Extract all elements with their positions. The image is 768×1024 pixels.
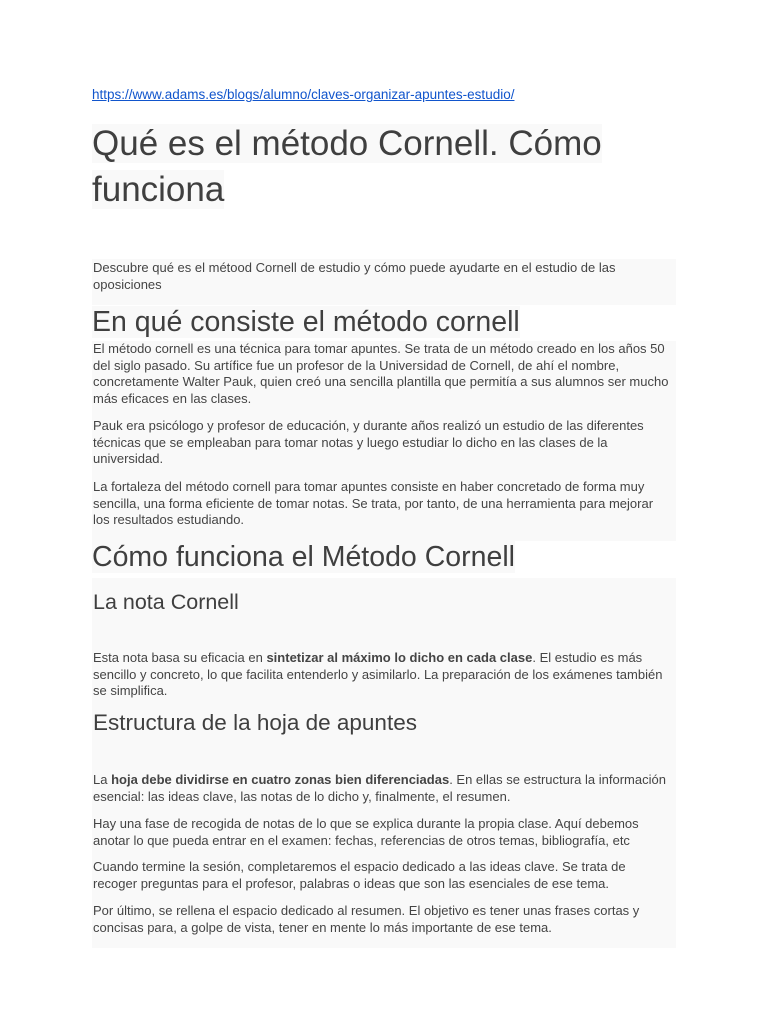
text-run: La [93,772,112,787]
section-consiste-body [92,341,676,541]
paragraph [93,650,672,700]
section-heading-consiste [92,305,520,339]
paragraph: Por último, se rellena el espacio dedicado al resumen. El objetivo es tener unas frases cortas y concisas para, a golpe de vista, tener en mente lo más importante de ese tema. [93,903,640,935]
text-run: . El estudio es más sencillo y concreto, lo que facilita entenderlo y asimilarlo. La preparación de los exámenes también se simplifica. [93,650,663,699]
section-heading-consiste-text: En qué consiste el método cornell [92,306,520,338]
section-funciona-body [92,578,676,948]
paragraph: Pauk era psicólogo y profesor de educación, y durante años realizó un estudio de las diferentes técnicas que se empleaban para tomar notas y luego estudiar lo dicho en las clases de la universidad. [93,418,644,467]
subheading-nota-cornell: La nota Cornell [93,590,239,614]
article-title-text: Qué es el método Cornell. Cómo funciona [92,124,602,209]
paragraph: Cuando termine la sesión, completaremos el espacio dedicado a las ideas clave. Se trata de recoger preguntas para el profesor, palabras o ideas que son las esenciales de ese tema. [93,859,626,891]
text-run: . En ellas se estructura la información esencial: las ideas clave, las notas de lo dicho y, finalmente, el resumen. [93,772,666,804]
text-run: Esta nota basa su eficacia en [93,650,267,665]
paragraph: Hay una fase de recogida de notas de lo que se explica durante la propia clase. Aquí debemos anotar lo que pueda entrar en el examen: fechas, referencias de otros temas, bibliografía, etc [93,816,639,848]
source-link[interactable]: https://www.adams.es/blogs/alumno/claves-organizar-apuntes-estudio/ [92,87,515,102]
section-heading-funciona [92,540,515,574]
subheading-estructura: Estructura de la hoja de apuntes [93,710,417,735]
paragraph: El método cornell es una técnica para tomar apuntes. Se trata de un método creado en los años 50 del siglo pasado. Su artífice fue un profesor de la Universidad de Cornell, de ahí el nombre, concretamente Walter Pauk, quien creó una sencilla plantilla que permitía a sus alumnos ser mucho más eficaces en las clases. [93,341,669,406]
bold-text-run: hoja debe dividirse en cuatro zonas bien diferenciadas [111,772,450,787]
article-subtitle: Descubre qué es el métood Cornell de estudio y cómo puede ayudarte en el estudio de las oposiciones [93,260,616,292]
article-subtitle-block [92,259,676,305]
paragraph: La fortaleza del método cornell para tomar apuntes consiste en haber concretado de forma muy sencilla, una forma eficiente de tomar notas. Se trata, por tanto, de una herramienta para mejorar los resultados estudiando. [93,479,654,528]
paragraph [93,772,672,805]
article-title [92,121,676,213]
section-heading-funciona-text: Cómo funciona el Método Cornell [92,541,515,573]
bold-text-run: sintetizar al máximo lo dicho en cada clase [266,650,533,665]
